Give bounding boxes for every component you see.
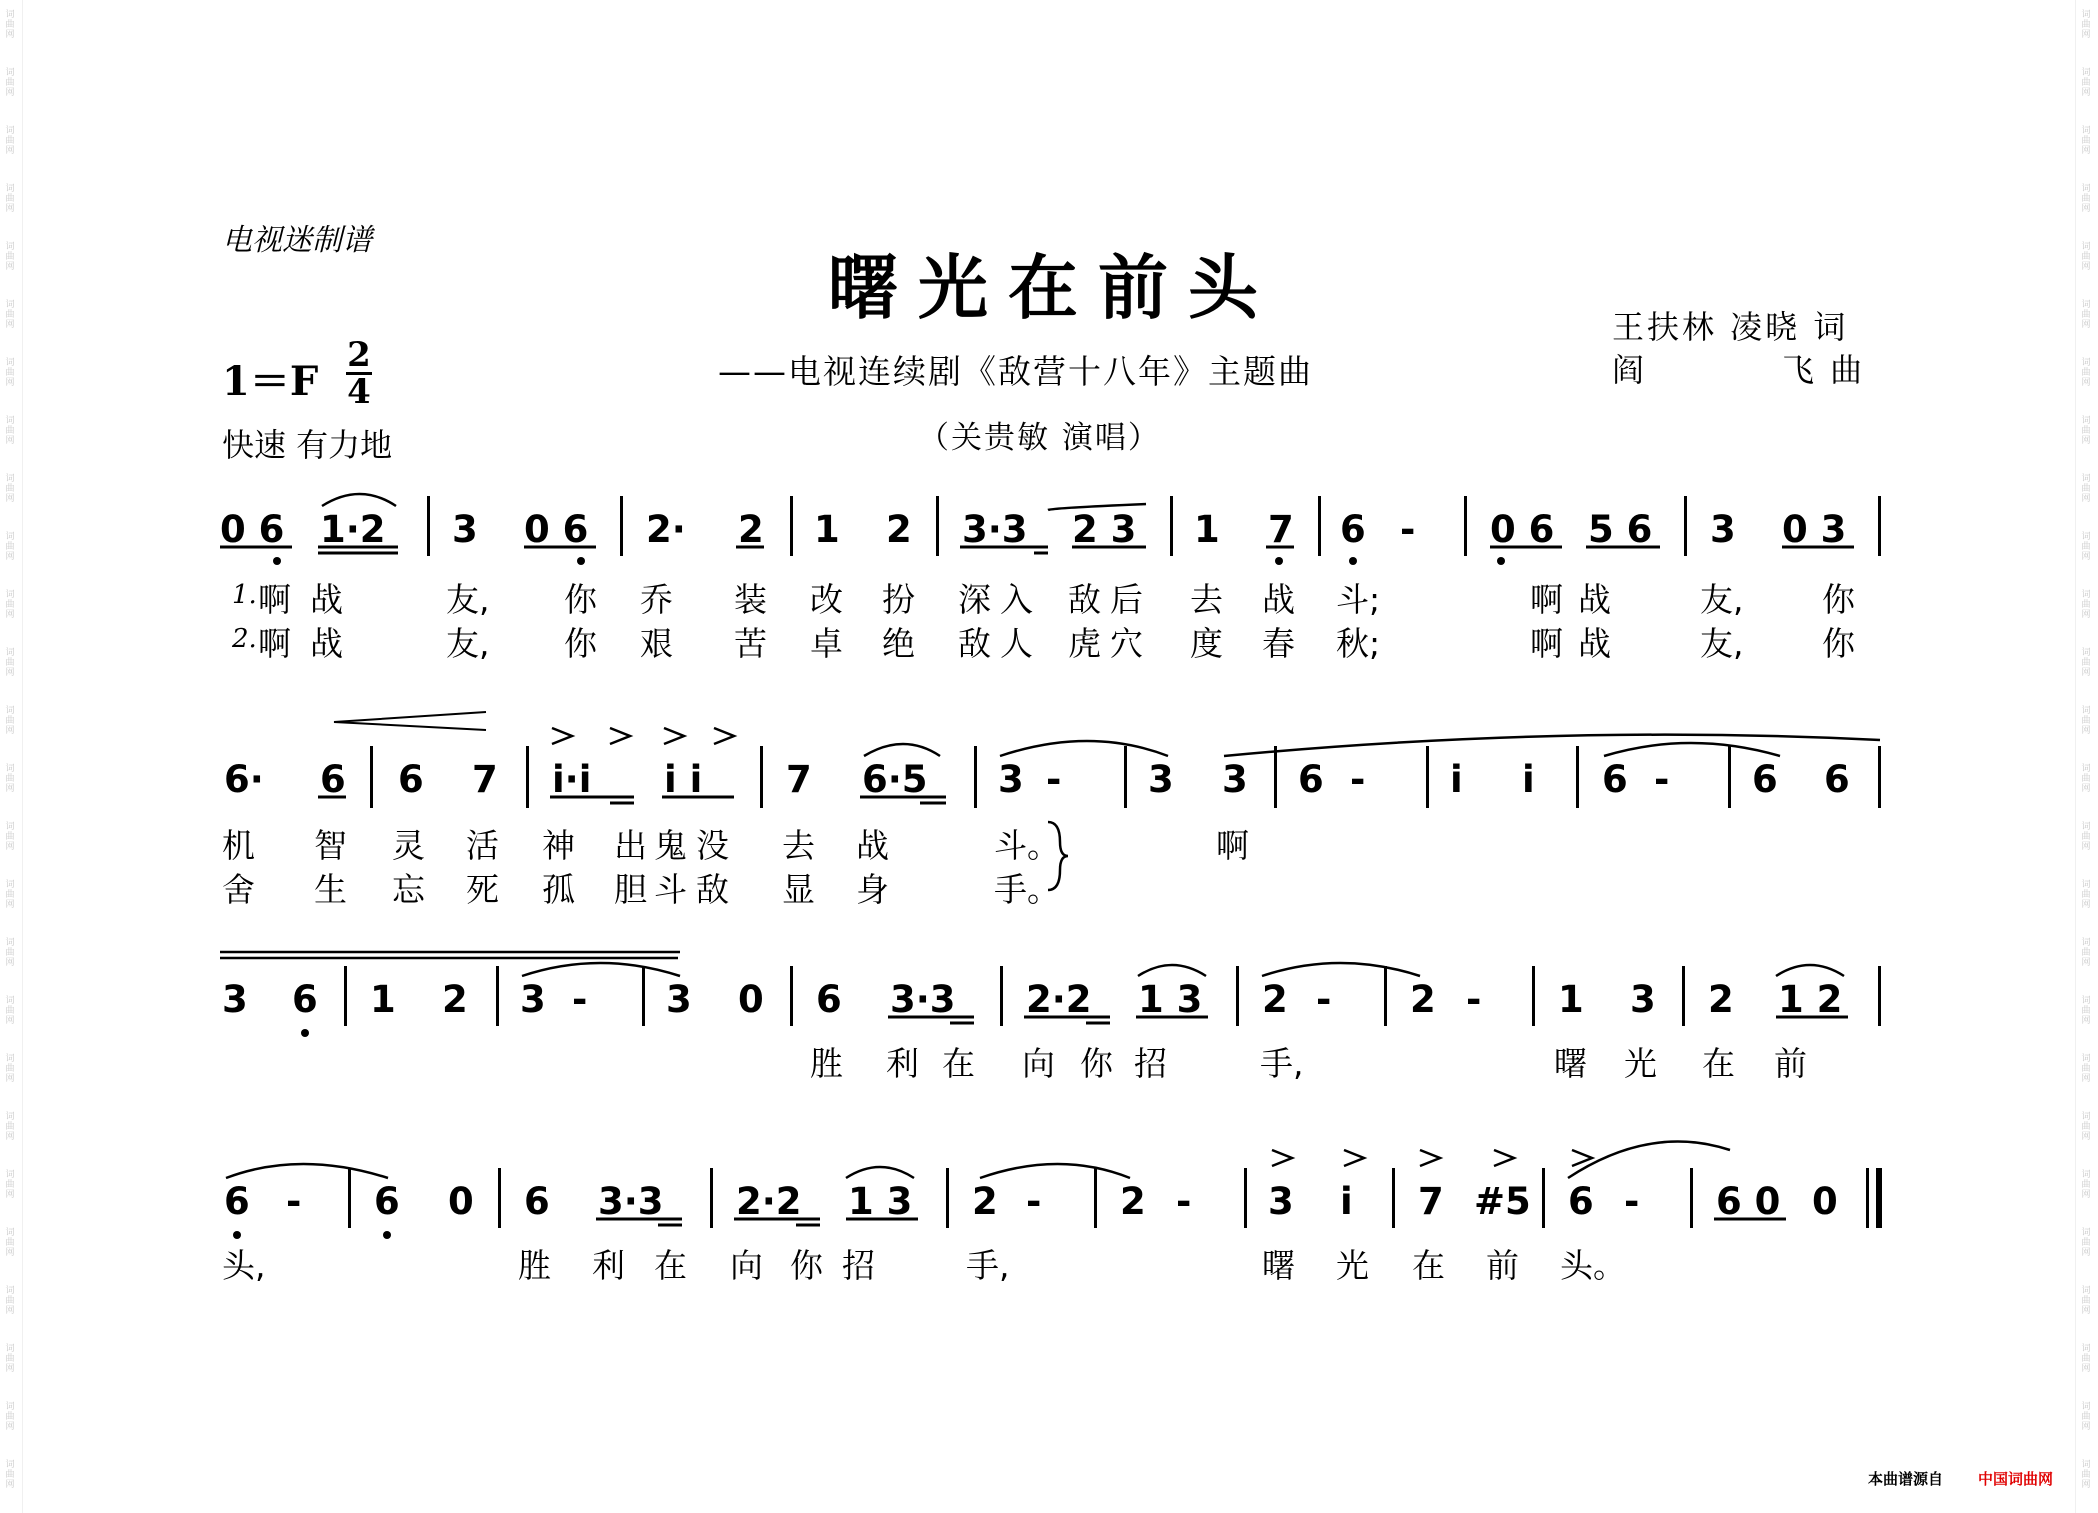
note-group: 1 (1194, 508, 1220, 551)
watermark-text: 词曲网 (2081, 590, 2091, 620)
lyric: 机 (222, 826, 255, 865)
score-credit: 电视迷制谱 (222, 223, 372, 258)
note-group: 3 (1630, 978, 1656, 1021)
lyric: 人 (1000, 624, 1033, 663)
watermark-text: 词曲网 (5, 1344, 15, 1374)
note-group: 2·2 (1026, 978, 1092, 1021)
watermark-text: 词曲网 (5, 996, 15, 1026)
lyric: 向 (730, 1246, 763, 1285)
note-group: i·i (552, 758, 592, 801)
lyric: 神 (542, 826, 575, 865)
lyric: 后 (1110, 580, 1143, 619)
lyric: 友, (446, 624, 490, 663)
note-group: 0 (1812, 1180, 1838, 1223)
note-group: 2 (1262, 978, 1288, 1021)
note-group: 1 3 (1138, 978, 1203, 1021)
lyric: 战 (310, 624, 343, 663)
lyric: 死 (466, 870, 499, 909)
slur (322, 494, 396, 506)
beam-lines (220, 547, 1854, 1225)
lyric: 身 (856, 870, 889, 909)
lyric: 在 (1412, 1246, 1445, 1285)
note-group: 2 (1120, 1180, 1146, 1223)
note-group: 6·5 (862, 758, 928, 801)
note-group: 3 (452, 508, 478, 551)
note-group: - (1046, 758, 1062, 801)
watermark-text: 词曲网 (2081, 358, 2091, 388)
slur (1138, 965, 1206, 976)
note-group: 3 (1268, 1180, 1294, 1223)
note-group: 1 (1558, 978, 1584, 1021)
watermark-text: 词曲网 (5, 1170, 15, 1200)
lower-octave-dot (1349, 557, 1357, 565)
note-group: 7 (1268, 508, 1294, 551)
note-group: 2 (972, 1180, 998, 1223)
watermark-text: 词曲网 (2081, 300, 2091, 330)
lyric: 招 (842, 1246, 875, 1285)
note-group: 2 3 (1072, 508, 1137, 551)
lyric: 春 (1262, 624, 1295, 663)
lyric: 斗 (654, 870, 687, 909)
lyric: 利 (592, 1246, 625, 1285)
watermark-text: 词曲网 (2081, 648, 2091, 678)
note-group: 2 (1708, 978, 1734, 1021)
lyric: 出 (614, 826, 647, 865)
song-title: 曙光在前头 (828, 246, 1278, 329)
watermark-text: 词曲网 (2081, 532, 2091, 562)
lyric: 深 (958, 580, 991, 619)
lyric: 敌 (1068, 580, 1101, 619)
slur (1568, 1142, 1730, 1178)
note-group: 6 (398, 758, 424, 801)
curly-brace (1048, 822, 1068, 890)
lyric: 战 (310, 580, 343, 619)
lyric: 在 (1702, 1044, 1735, 1083)
watermark-text: 词曲网 (5, 416, 15, 446)
slur (1604, 743, 1780, 756)
note-group: 2·2 (736, 1180, 802, 1223)
note-group: 6 (1340, 508, 1366, 551)
note-group: - (1176, 1180, 1192, 1223)
watermark-text: 词曲网 (5, 764, 15, 794)
accent-mark (1494, 1150, 1514, 1166)
lyric: 曙 (1554, 1044, 1587, 1083)
watermark-text: 词曲网 (5, 590, 15, 620)
note-group: 6 (1568, 1180, 1594, 1223)
lyric: 苦 (734, 624, 767, 663)
note-group: 2 (1410, 978, 1436, 1021)
note-group: i (1450, 758, 1463, 801)
lyric: 乔 (640, 580, 673, 619)
lyric: 去 (1190, 580, 1223, 619)
slur (864, 744, 940, 756)
singer-credit: （关贵敏 演唱） (918, 420, 1161, 456)
lyric: 斗。 (994, 826, 1060, 865)
watermark-text: 词曲网 (5, 300, 15, 330)
lyric: 鬼 (654, 826, 687, 865)
lyric: 活 (466, 826, 499, 865)
watermark-text: 词曲网 (5, 68, 15, 98)
watermark-text: 词曲网 (2081, 938, 2091, 968)
lyric: 手, (1260, 1044, 1304, 1083)
note-group: 6· (224, 758, 264, 801)
note-group: 1 2 (1778, 978, 1843, 1021)
lyric: 没 (696, 826, 729, 865)
lyric: 啊 (1216, 826, 1249, 865)
note-group: - (286, 1180, 302, 1223)
lyric: 生 (314, 870, 347, 909)
lyric: 虎 (1068, 624, 1101, 663)
note-group: 2 (442, 978, 468, 1021)
watermark-text: 词曲网 (2081, 996, 2091, 1026)
note-group: - (572, 978, 588, 1021)
slur (1224, 735, 1880, 756)
watermark-text: 词曲网 (5, 1402, 15, 1432)
note-group: 7 (472, 758, 498, 801)
slur (522, 963, 680, 976)
note-group: - (1654, 758, 1670, 801)
source-label: 本曲谱源自 (1868, 1470, 1944, 1488)
accents (552, 728, 1592, 1166)
verse-bracket (1048, 822, 1068, 890)
lyric: 艰 (640, 624, 673, 663)
note-group: 2 (886, 508, 912, 551)
note-group: 6 (1824, 758, 1850, 801)
lyric: 向 (1022, 1044, 1055, 1083)
note-group: 2 (738, 508, 764, 551)
crescendo (334, 712, 486, 730)
note-group: - (1400, 508, 1416, 551)
note-group: #5 (1474, 1180, 1531, 1223)
watermark-text: 词曲网 (5, 1286, 15, 1316)
time-signature-bottom: 4 (347, 372, 371, 412)
composer-role: 飞 曲 (1782, 351, 1866, 389)
note-group: 3 (1710, 508, 1736, 551)
tempo-marking: 快速 有力地 (222, 426, 393, 464)
note-group: i i (664, 758, 703, 801)
watermark-text: 词曲网 (2081, 822, 2091, 852)
lyric: 绝 (882, 624, 915, 663)
lyric: 在 (654, 1246, 687, 1285)
note-group: - (1624, 1180, 1640, 1223)
lower-octave-dot (1497, 557, 1505, 565)
lyric: 卓 (810, 624, 843, 663)
watermark-text: 词曲网 (5, 10, 15, 40)
lyric: 战 (1262, 580, 1295, 619)
note-group: - (1350, 758, 1366, 801)
lyric: 前 (1486, 1246, 1519, 1285)
watermark-text: 词曲网 (2081, 68, 2091, 98)
lyric: 手, (966, 1246, 1010, 1285)
note-group: 3 (1222, 758, 1248, 801)
lower-octave-dot (383, 1231, 391, 1239)
watermark-text: 词曲网 (5, 1112, 15, 1142)
lyric: 胆 (614, 870, 647, 909)
watermark-text: 词曲网 (2081, 1170, 2091, 1200)
lyric: 在 (942, 1044, 975, 1083)
lyric: 你 (790, 1246, 823, 1285)
watermark-text: 词曲网 (2081, 880, 2091, 910)
note-group: i (1340, 1180, 1353, 1223)
crescendo-hairpin (334, 712, 486, 730)
lyric: 灵 (392, 826, 425, 865)
lyric: 友, (1700, 580, 1744, 619)
note-group: 3 (666, 978, 692, 1021)
note-group: 6 (374, 1180, 400, 1223)
watermark-text: 词曲网 (5, 474, 15, 504)
note-group: 3 (1148, 758, 1174, 801)
accent-mark (1344, 1150, 1364, 1166)
lyric: 啊 (1530, 624, 1563, 663)
watermark-text: 词曲网 (2081, 184, 2091, 214)
lyric: 敌 (958, 624, 991, 663)
watermark-text: 词曲网 (5, 532, 15, 562)
lyric: 你 (564, 624, 597, 663)
slur (1000, 741, 1168, 756)
note-group: 0 6 (220, 508, 285, 551)
note-group: 7 (1418, 1180, 1444, 1223)
note-group: 6 (816, 978, 842, 1021)
note-group: - (1026, 1180, 1042, 1223)
time-signature-top: 2 (347, 335, 371, 375)
note-group: 6 (292, 978, 318, 1021)
watermark-text: 词曲网 (5, 822, 15, 852)
note-group: 1 3 (848, 1180, 913, 1223)
accent-mark (552, 728, 572, 744)
note-group: 6 (1298, 758, 1324, 801)
lyric: 头。 (1560, 1246, 1626, 1285)
lyric: 秋; (1336, 624, 1381, 663)
lyric: 胜 (810, 1044, 843, 1083)
lyric: 胜 (518, 1246, 551, 1285)
note-group: - (1316, 978, 1332, 1021)
lyric: 前 (1774, 1044, 1807, 1083)
lyric: 你 (1080, 1044, 1113, 1083)
phrase-lines (220, 952, 680, 958)
lyric: 智 (314, 826, 347, 865)
lyric: 战 (856, 826, 889, 865)
note-group: 1 (814, 508, 840, 551)
lyric: 友, (446, 580, 490, 619)
lyric: 战 (1578, 580, 1611, 619)
watermark-text: 词曲网 (5, 184, 15, 214)
lyric: 啊 (1530, 580, 1563, 619)
lyric: 你 (1822, 580, 1855, 619)
note-group: 3 (222, 978, 248, 1021)
lyric: 友, (1700, 624, 1744, 663)
watermark-text: 词曲网 (2081, 706, 2091, 736)
lyric: 孤 (542, 870, 575, 909)
note-group: i (1522, 758, 1535, 801)
lyric: 曙 (1262, 1246, 1295, 1285)
note-group: 3 (520, 978, 546, 1021)
lyric: 扮 (882, 580, 915, 619)
watermark-text: 词曲网 (5, 1054, 15, 1084)
accent-mark (610, 728, 630, 744)
lyric: 穴 (1110, 624, 1143, 663)
slur (846, 1167, 914, 1178)
key-signature: 1＝F (222, 358, 319, 405)
lyric: 装 (734, 580, 767, 619)
verse-number: 2. (232, 624, 257, 654)
note-group: 6 (224, 1180, 250, 1223)
watermark-text: 词曲网 (2081, 474, 2091, 504)
watermark-text: 词曲网 (2081, 1054, 2091, 1084)
lower-octave-dot (301, 1029, 309, 1037)
note-group: - (1466, 978, 1482, 1021)
lyric: 斗; (1336, 580, 1381, 619)
watermark-text: 词曲网 (2081, 242, 2091, 272)
lyric: 你 (564, 580, 597, 619)
lyric: 入 (1000, 580, 1033, 619)
watermark-text: 词曲网 (5, 1460, 15, 1490)
note-group: 6 0 (1716, 1180, 1781, 1223)
lyric: 舍 (222, 870, 255, 909)
watermark-text: 词曲网 (2081, 10, 2091, 40)
accent-mark (1420, 1150, 1440, 1166)
source-site-link[interactable]: 中国词曲网 (1978, 1470, 2054, 1488)
watermark-text: 词曲网 (5, 648, 15, 678)
note-group: 6 (1602, 758, 1628, 801)
note-group: 3·3 (962, 508, 1028, 551)
lyric: 头, (222, 1246, 266, 1285)
lyric: 改 (810, 580, 843, 619)
note-group: 3 (998, 758, 1024, 801)
composer-name: 阎 (1612, 351, 1648, 389)
lyric: 利 (886, 1044, 919, 1083)
note-group: 6 (1752, 758, 1778, 801)
watermark-text: 词曲网 (5, 242, 15, 272)
watermark-text: 词曲网 (2081, 764, 2091, 794)
lower-octave-dot (577, 557, 585, 565)
note-group: 7 (786, 758, 812, 801)
note-group: 2· (646, 508, 686, 551)
note-group: 6 (524, 1180, 550, 1223)
lyric: 啊 (258, 624, 291, 663)
lyric: 光 (1624, 1044, 1657, 1083)
watermark-text: 词曲网 (2081, 416, 2091, 446)
lyric: 去 (782, 826, 815, 865)
verse-number: 1. (232, 580, 257, 610)
note-group: 5 6 (1588, 508, 1653, 551)
lyric: 光 (1336, 1246, 1369, 1285)
note-group: 0 (448, 1180, 474, 1223)
watermark-text: 词曲网 (5, 706, 15, 736)
accent-mark (714, 728, 734, 744)
watermark-text: 词曲网 (2081, 1112, 2091, 1142)
accent-mark (1272, 1150, 1292, 1166)
lyric: 战 (1578, 624, 1611, 663)
watermark-text: 词曲网 (2081, 1402, 2091, 1432)
watermark-text: 词曲网 (2081, 126, 2091, 156)
note-group: 3·3 (598, 1180, 664, 1223)
octave-dots (233, 557, 1505, 1239)
lyric: 你 (1822, 624, 1855, 663)
slur (226, 1164, 388, 1178)
lower-octave-dot (1275, 557, 1283, 565)
lyric: 度 (1190, 624, 1223, 663)
slur (1262, 963, 1420, 976)
note-group: 3·3 (890, 978, 956, 1021)
note-group: 6 (320, 758, 346, 801)
watermark-text: 词曲网 (2081, 1228, 2091, 1258)
note-group: 1 (370, 978, 396, 1021)
lyric: 敌 (696, 870, 729, 909)
lower-octave-dot (233, 1231, 241, 1239)
slur (1776, 965, 1844, 976)
lyric: 显 (782, 870, 815, 909)
watermark-text: 词曲网 (5, 880, 15, 910)
accent-mark (1572, 1150, 1592, 1166)
tie (1048, 504, 1146, 510)
slur (980, 1164, 1130, 1178)
accent-mark (664, 728, 684, 744)
watermark-text: 词曲网 (5, 126, 15, 156)
lyric: 手。 (994, 870, 1060, 909)
note-group: 0 (738, 978, 764, 1021)
note-group: 1·2 (320, 508, 386, 551)
lyricist-credit: 王扶林 凌晓 词 (1612, 308, 1849, 346)
lyric: 招 (1134, 1044, 1167, 1083)
watermark-text: 词曲网 (5, 1228, 15, 1258)
watermark-text: 词曲网 (5, 938, 15, 968)
song-subtitle: ——电视连续剧《敌营十八年》主题曲 (718, 352, 1313, 391)
note-group: 0 3 (1782, 508, 1847, 551)
watermark-text: 词曲网 (2081, 1460, 2091, 1490)
lyric: 忘 (392, 870, 425, 909)
lower-octave-dot (273, 557, 281, 565)
slurs (226, 494, 1880, 1178)
lyric: 啊 (258, 580, 291, 619)
watermark-text: 词曲网 (2081, 1286, 2091, 1316)
watermark-text: 词曲网 (5, 358, 15, 388)
note-group: 0 6 (524, 508, 589, 551)
note-group: 0 6 (1490, 508, 1555, 551)
watermark-text: 词曲网 (2081, 1344, 2091, 1374)
